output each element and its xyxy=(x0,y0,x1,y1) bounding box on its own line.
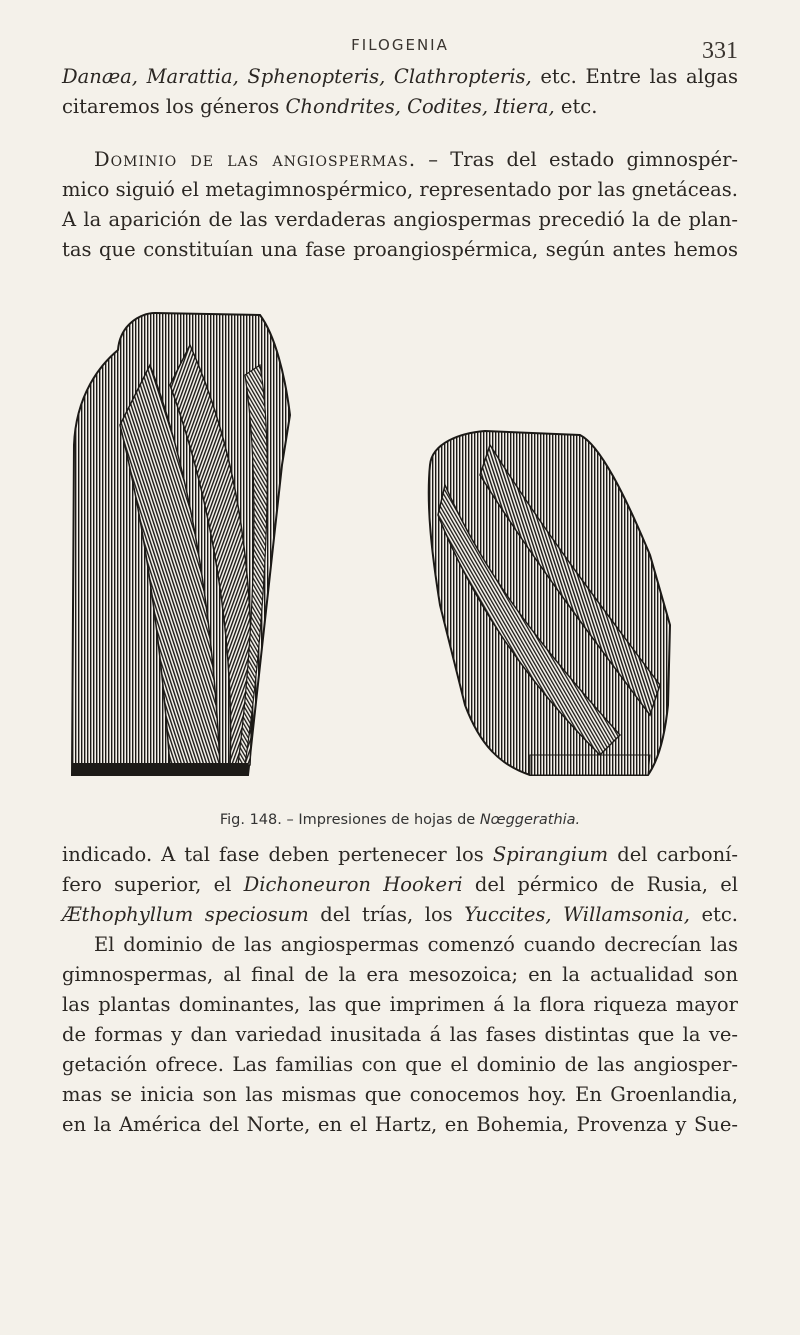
paragraph-1 xyxy=(62,62,738,122)
text-line: gimnospermas, al final de la era mesozoica; en la actualidad son xyxy=(62,963,738,986)
genus-list: Chondrites, Codites, Itiera, xyxy=(285,95,555,118)
species-name: Dichoneuron Hookeri xyxy=(243,873,463,896)
text-line: mico siguió el metagimnospérmico, representado por las gnetáceas. xyxy=(62,178,738,201)
text-line: mas se inicia son las mismas que conocemos hoy. En Groenlandia, xyxy=(62,1083,738,1106)
text-line: de formas y dan variedad inusitada á las fases distintas que la ve- xyxy=(62,1023,738,1046)
text-line: getación ofrece. Las familias con que el dominio de las angiosper- xyxy=(62,1053,738,1076)
text-line xyxy=(62,840,738,870)
figure-148 xyxy=(60,305,750,810)
text-span: fero superior, el xyxy=(62,873,244,896)
genus-list: Yuccites, Willamsonia, xyxy=(464,903,690,926)
genus-name: Spirangium xyxy=(492,843,609,866)
text-span: del carboní- xyxy=(608,843,738,866)
paragraph-2 xyxy=(62,145,738,265)
text-line xyxy=(62,92,738,122)
running-head: FILOGENIA xyxy=(351,36,449,54)
caption-text: Fig. 148. – Impresiones de hojas de xyxy=(219,812,480,828)
caption-genus: Nœggerathia. xyxy=(479,812,581,828)
genus-list: Danæa, Marattia, Sphenopteris, Clathropteris, xyxy=(62,65,532,88)
right-leaf-impression xyxy=(429,431,670,775)
text-span: citaremos los géneros xyxy=(62,95,286,118)
left-leaf-impression xyxy=(72,313,290,775)
text-line: tas que constituían una fase proangiospérmica, según antes hemos xyxy=(62,238,738,261)
figure-caption xyxy=(0,812,800,828)
page-number: 331 xyxy=(702,38,738,64)
text-line xyxy=(62,900,738,930)
text-line: A la aparición de las verdaderas angiospermas precedió la de plan- xyxy=(62,208,738,231)
text-line xyxy=(62,145,738,175)
text-span: indicado. A tal fase deben pertenecer los xyxy=(62,843,493,866)
text-span: etc. xyxy=(554,95,598,118)
fossil-leaf-illustration xyxy=(60,305,750,810)
text-span: – Tras del estado gimnospér- xyxy=(416,148,738,171)
text-span: etc. Entre las algas xyxy=(531,65,738,88)
text-line xyxy=(62,62,738,92)
text-span: etc. xyxy=(689,903,738,926)
text-line: El dominio de las angiospermas comenzó cuando decrecían las xyxy=(94,933,738,956)
species-name: Æthophyllum speciosum xyxy=(62,903,309,926)
text-line xyxy=(62,870,738,900)
text-span: del pérmico de Rusia, el xyxy=(462,873,739,896)
section-heading: Dominio de las angiospermas. xyxy=(94,148,417,171)
text-span: del trías, los xyxy=(308,903,465,926)
text-line: en la América del Norte, en el Hartz, en Bohemia, Provenza y Sue- xyxy=(62,1113,738,1136)
text-line: las plantas dominantes, las que imprimen á la flora riqueza mayor xyxy=(62,993,738,1016)
paragraph-3 xyxy=(62,840,738,1140)
